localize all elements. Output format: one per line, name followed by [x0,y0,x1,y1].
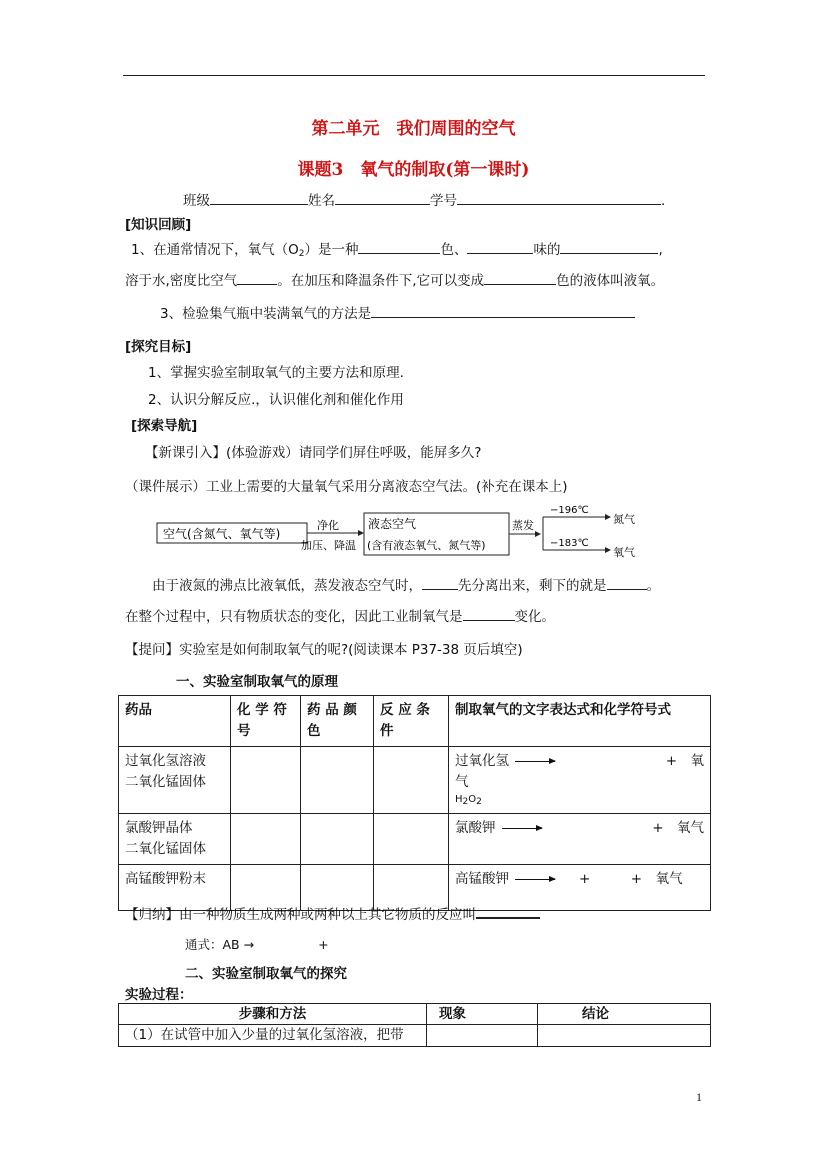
branch1-temp: −196℃ [550,505,589,516]
review-q1-line2: 溶于水,密度比空气 。在加压和降温条件下,它可以变成 色的液体叫液氧。 [125,273,665,289]
header-condition: 反 应 条 件 [374,696,449,747]
arrow-icon: → [243,937,255,952]
name-label: 姓名 [308,193,335,209]
reaction-type-blank[interactable] [476,905,540,919]
guide-heading: [探索导航] [131,418,198,434]
phenomenon-cell[interactable] [427,1025,538,1047]
condition-cell[interactable] [374,814,449,865]
intro-text: 【新课引入】(体验游戏）请同学们屏住呼吸，能屏多久? [145,445,482,461]
header-steps: 步骤和方法 [119,1004,427,1025]
step1-bottom-label: 加压、降温 [301,539,356,552]
header-color: 药 品 颜 色 [301,696,374,747]
arrow-icon [515,879,555,880]
change-type-blank[interactable] [463,608,515,621]
id-blank[interactable] [457,192,661,205]
table-row [119,814,711,865]
liquid-air-sub: (含有液态氧气、氮气等) [367,539,486,552]
symbol-cell[interactable] [231,747,301,814]
expression-cell[interactable]: 氯酸钾 + 氧气 [449,814,711,865]
id-label: 学号 [430,193,457,209]
unit-title: 第二单元 我们周围的空气 [311,119,516,139]
experiment-table [118,1003,711,1047]
goal-item: 1、掌握实验室制取氧气的主要方法和原理. [148,365,404,381]
remaining-blank[interactable] [607,577,647,590]
header-expression: 制取氧气的文字表达式和化学符号式 [449,696,711,747]
principle-table [118,695,711,911]
condition-cell[interactable] [374,747,449,814]
expression-cell[interactable]: 高锰酸钾 + + 氧气 [449,865,711,911]
header-phenomenon: 现象 [427,1004,538,1025]
table-header-row [119,696,711,747]
step1-top-label: 净化 [317,519,339,532]
class-blank[interactable] [210,192,308,205]
process-label: 实验过程： [125,987,193,1003]
review-heading: [知识回顾] [125,217,192,233]
air-label: 空气(含氮气、氧气等) [163,527,281,541]
table-row [119,747,711,814]
liquid-air-label: 液态空气 [368,517,417,531]
color-cell[interactable] [301,747,374,814]
info-line: 班级 姓名 学号 . [183,193,666,209]
color-cell[interactable] [301,814,374,865]
general-formula: 通式：AB → + [185,937,329,952]
symbol-cell[interactable] [231,814,301,865]
color-blank[interactable] [358,241,440,254]
h2o2-formula: H2O2 [455,794,482,807]
smell-blank[interactable] [467,241,533,254]
arrow-icon [515,761,555,762]
test-method-blank[interactable] [371,305,635,318]
step2-label: 蒸发 [512,519,534,532]
drug-cell: 高锰酸钾粉末 [119,865,231,911]
question-text: 【提问】实验室是如何制取氧气的呢?(阅读课本 P37-38 页后填空) [125,642,523,658]
paragraph-line2: 在整个过程中，只有物质状态的变化，因此工业制氧气是 变化。 [125,609,555,625]
review-q3: 3、检验集气瓶中装满氧气的方法是 [160,302,635,322]
section2-title: 二、实验室制取氧气的探究 [185,966,347,982]
header-conclusion: 结论 [538,1004,711,1025]
step-cell: （1）在试管中加入少量的过氧化氢溶液，把带 [119,1025,427,1047]
liquid-color-blank[interactable] [484,272,556,285]
class-label: 班级 [183,193,210,209]
goals-heading: [探究目标] [125,339,192,355]
table-row [119,1025,711,1047]
header-rule [123,75,705,76]
arrow-icon [502,828,542,829]
summary-text: 【归纳】由一种物质生成两种或两种以上其它物质的反应叫 [125,903,540,923]
density-blank[interactable] [237,272,277,285]
lesson-title: 课题3 氧气的制取(第一课时) [297,160,530,180]
review-q1: 1、在通常情况下，氧气$(O_2)$是一种 色、 味的 , [131,242,663,259]
courseware-text: （课件展示）工业上需要的大量氧气采用分离液态空气法。(补充在课本上) [125,479,568,495]
drug-cell: 氯酸钾晶体 二氧化锰固体 [119,814,231,865]
header-drug: 药品 [119,696,231,747]
section1-title: 一、实验室制取氧气的原理 [176,674,338,690]
table-header-row [119,1004,711,1025]
solubility-blank[interactable] [560,241,658,254]
expression-cell[interactable]: 过氧化氢 + 氧 气 H2O2 [449,747,711,814]
first-out-blank[interactable] [422,577,458,590]
branch2-temp: −183℃ [550,538,589,549]
goal-item: 2、认识分解反应.，认识催化剂和催化作用 [148,392,404,408]
conclusion-cell[interactable] [538,1025,711,1047]
page-number: 1 [696,1090,702,1104]
name-blank[interactable] [335,192,430,205]
nitrogen-product: 氮气 [613,513,635,526]
oxygen-product: 氧气 [613,546,635,559]
separation-flow-diagram [155,503,635,563]
drug-cell: 过氧化氢溶液 二氧化锰固体 [119,747,231,814]
header-symbol: 化 学 符 号 [231,696,301,747]
paragraph-line1: 由于液氮的沸点比液氧低，蒸发液态空气时， 先分离出来，剩下的就是 。 [152,578,660,594]
